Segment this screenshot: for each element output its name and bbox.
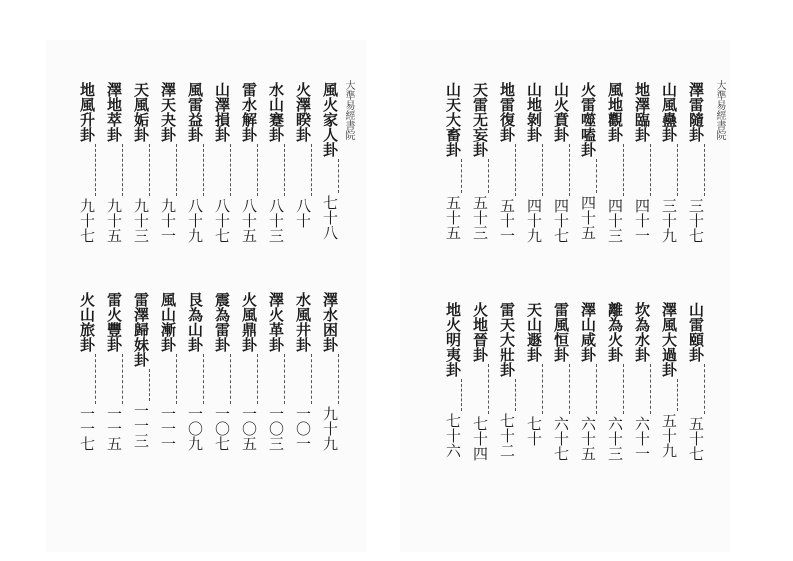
- entry-title: 坎為水卦: [633, 302, 651, 362]
- page-number: 四十一: [633, 198, 651, 243]
- toc-entry: [105, 292, 123, 451]
- page-number: 五十七: [687, 416, 705, 461]
- entry-title: 山澤損卦: [213, 82, 231, 142]
- page-number: 五十一: [498, 198, 516, 243]
- toc-entry: [213, 82, 231, 243]
- page-number: 六十五: [579, 416, 597, 461]
- page-number: 八十: [294, 198, 312, 228]
- toc-entry: [159, 292, 177, 451]
- dot-leader: [542, 144, 543, 196]
- toc-entry: [294, 292, 312, 451]
- page-number: 三十九: [660, 198, 678, 243]
- page-number: 一〇一: [294, 406, 312, 451]
- dot-leader: [596, 364, 597, 414]
- page-number: 七十八: [321, 195, 339, 240]
- page-number: 八十七: [213, 198, 231, 243]
- toc-entry: [606, 82, 624, 243]
- toc-entry: [240, 82, 258, 243]
- dot-leader: [488, 159, 489, 193]
- dot-leader: [95, 144, 96, 196]
- dot-leader: [596, 159, 597, 193]
- toc-entry: [105, 82, 123, 243]
- toc-entry: [633, 302, 651, 461]
- toc-entry: [525, 302, 543, 446]
- toc-entry: [498, 302, 516, 458]
- page-number: 一〇九: [186, 406, 204, 451]
- toc-entry: [660, 82, 678, 243]
- entry-title: 震為雷卦: [213, 292, 231, 352]
- entry-title: 山天大畜卦: [444, 82, 462, 157]
- page-number: 五十九: [660, 413, 678, 458]
- dot-leader: [677, 379, 678, 411]
- toc-entry: [606, 302, 624, 461]
- dot-leader: [257, 354, 258, 404]
- dot-leader: [284, 144, 285, 196]
- page-number: 八十五: [240, 198, 258, 243]
- toc-entry: [132, 292, 150, 448]
- toc-entry: [525, 82, 543, 243]
- toc-entry: [579, 82, 597, 240]
- dot-leader: [176, 354, 177, 404]
- page-number: 四十三: [606, 198, 624, 243]
- entry-title: 山風蠱卦: [660, 82, 678, 142]
- toc-entry: [471, 302, 489, 461]
- entry-title: 澤風大過卦: [660, 302, 678, 377]
- entry-title: 風山漸卦: [159, 292, 177, 352]
- entry-title: 水山蹇卦: [267, 82, 285, 142]
- entry-title: 雷風恒卦: [552, 302, 570, 362]
- page-number: 一〇五: [240, 406, 258, 451]
- toc-entry: [132, 82, 150, 243]
- dot-leader: [311, 144, 312, 196]
- entry-title: 澤水困卦: [321, 292, 339, 352]
- entry-title: 風火家人卦: [321, 82, 339, 157]
- toc-entry: [444, 302, 462, 458]
- entry-title: 風雷益卦: [186, 82, 204, 142]
- page-number: 四十七: [552, 198, 570, 243]
- toc-entry: [186, 82, 204, 243]
- dot-leader: [704, 364, 705, 414]
- toc-entry: [579, 302, 597, 461]
- page-number: 八十三: [267, 198, 285, 243]
- page-number: 一一三: [132, 403, 150, 448]
- toc-entry: [498, 82, 516, 243]
- toc-entry: [267, 292, 285, 451]
- dot-leader: [257, 144, 258, 196]
- entry-title: 水風井卦: [294, 292, 312, 352]
- page-number: 九十九: [321, 406, 339, 451]
- entry-title: 火雷噬嗑卦: [579, 82, 597, 157]
- entry-title: 雷水解卦: [240, 82, 258, 142]
- dot-leader: [542, 364, 543, 414]
- dot-leader: [488, 364, 489, 414]
- dot-leader: [311, 354, 312, 404]
- entry-title: 離為火卦: [606, 302, 624, 362]
- toc-entry: [294, 82, 312, 228]
- entry-title: 澤山咸卦: [579, 302, 597, 362]
- entry-title: 澤天夬卦: [159, 82, 177, 142]
- toc-entry: [471, 82, 489, 240]
- entry-title: 澤雷隨卦: [687, 82, 705, 142]
- dot-leader: [230, 354, 231, 404]
- dot-leader: [149, 369, 150, 401]
- dot-leader: [569, 144, 570, 196]
- toc-entry: [78, 82, 96, 243]
- page-number: 一一七: [78, 406, 96, 451]
- dot-leader: [704, 144, 705, 196]
- entry-title: 雷火豐卦: [105, 292, 123, 352]
- page-number: 六十三: [606, 416, 624, 461]
- dot-leader: [623, 144, 624, 196]
- dot-leader: [149, 144, 150, 196]
- entry-title: 風地觀卦: [606, 82, 624, 142]
- entry-title: 火澤睽卦: [294, 82, 312, 142]
- dot-leader: [203, 144, 204, 196]
- toc-entry: [633, 82, 651, 243]
- dot-leader: [461, 379, 462, 411]
- entry-title: 山地剝卦: [525, 82, 543, 142]
- page-number: 九十一: [159, 198, 177, 243]
- dot-leader: [95, 354, 96, 404]
- toc-entry: [321, 292, 339, 451]
- entry-title: 天風姤卦: [132, 82, 150, 142]
- running-head: 大準易經書院: [343, 80, 354, 140]
- dot-leader: [284, 354, 285, 404]
- page-number: 一〇三: [267, 406, 285, 451]
- dot-leader: [176, 144, 177, 196]
- entry-title: 火山旅卦: [78, 292, 96, 352]
- page-number: 七十: [525, 416, 543, 446]
- toc-entry: [660, 302, 678, 458]
- dot-leader: [623, 364, 624, 414]
- toc-entry: [552, 82, 570, 243]
- toc-entry: [213, 292, 231, 451]
- dot-leader: [338, 159, 339, 193]
- entry-title: 雷天大壯卦: [498, 302, 516, 377]
- entry-title: 艮為山卦: [186, 292, 204, 352]
- dot-leader: [122, 144, 123, 196]
- dot-leader: [515, 144, 516, 196]
- right-page: [400, 40, 730, 552]
- entry-title: 火風鼎卦: [240, 292, 258, 352]
- page-number: 一一五: [105, 406, 123, 451]
- entry-title: 山火賁卦: [552, 82, 570, 142]
- entry-title: 澤地萃卦: [105, 82, 123, 142]
- left-page: [46, 40, 366, 552]
- running-head: 大準易經書院: [714, 80, 725, 140]
- entry-title: 火地晉卦: [471, 302, 489, 362]
- toc-entry: [444, 82, 462, 240]
- page-number: 七十六: [444, 413, 462, 458]
- page-number: 九十三: [132, 198, 150, 243]
- toc-entry: [552, 302, 570, 461]
- dot-leader: [650, 364, 651, 414]
- toc-entry: [267, 82, 285, 243]
- dot-leader: [569, 364, 570, 414]
- entry-title: 地火明夷卦: [444, 302, 462, 377]
- page-number: 六十一: [633, 416, 651, 461]
- toc-entry: [159, 82, 177, 243]
- page-number: 七十四: [471, 416, 489, 461]
- entry-title: 天山遯卦: [525, 302, 543, 362]
- entry-title: 地澤臨卦: [633, 82, 651, 142]
- dot-leader: [677, 144, 678, 196]
- entry-title: 地雷復卦: [498, 82, 516, 142]
- toc-entry: [321, 82, 339, 240]
- entry-title: 雷澤歸妹卦: [132, 292, 150, 367]
- page-number: 九十七: [78, 198, 96, 243]
- toc-entry: [240, 292, 258, 451]
- toc-entry: [186, 292, 204, 451]
- toc-entry: [687, 302, 705, 461]
- dot-leader: [461, 159, 462, 193]
- entry-title: 天雷无妄卦: [471, 82, 489, 157]
- page-number: 五十三: [471, 195, 489, 240]
- page-number: 五十五: [444, 195, 462, 240]
- entry-title: 澤火革卦: [267, 292, 285, 352]
- dot-leader: [338, 354, 339, 404]
- page-number: 八十九: [186, 198, 204, 243]
- entry-title: 地風升卦: [78, 82, 96, 142]
- page-number: 四十九: [525, 198, 543, 243]
- dot-leader: [515, 379, 516, 411]
- toc-entry: [78, 292, 96, 451]
- dot-leader: [230, 144, 231, 196]
- page-number: 三十七: [687, 198, 705, 243]
- entry-title: 山雷頤卦: [687, 302, 705, 362]
- page-number: 一〇七: [213, 406, 231, 451]
- page-number: 七十二: [498, 413, 516, 458]
- page-number: 九十五: [105, 198, 123, 243]
- toc-entry: [687, 82, 705, 243]
- dot-leader: [122, 354, 123, 404]
- page-number: 一一一: [159, 406, 177, 451]
- dot-leader: [203, 354, 204, 404]
- dot-leader: [650, 144, 651, 196]
- page-number: 四十五: [579, 195, 597, 240]
- page-number: 六十七: [552, 416, 570, 461]
